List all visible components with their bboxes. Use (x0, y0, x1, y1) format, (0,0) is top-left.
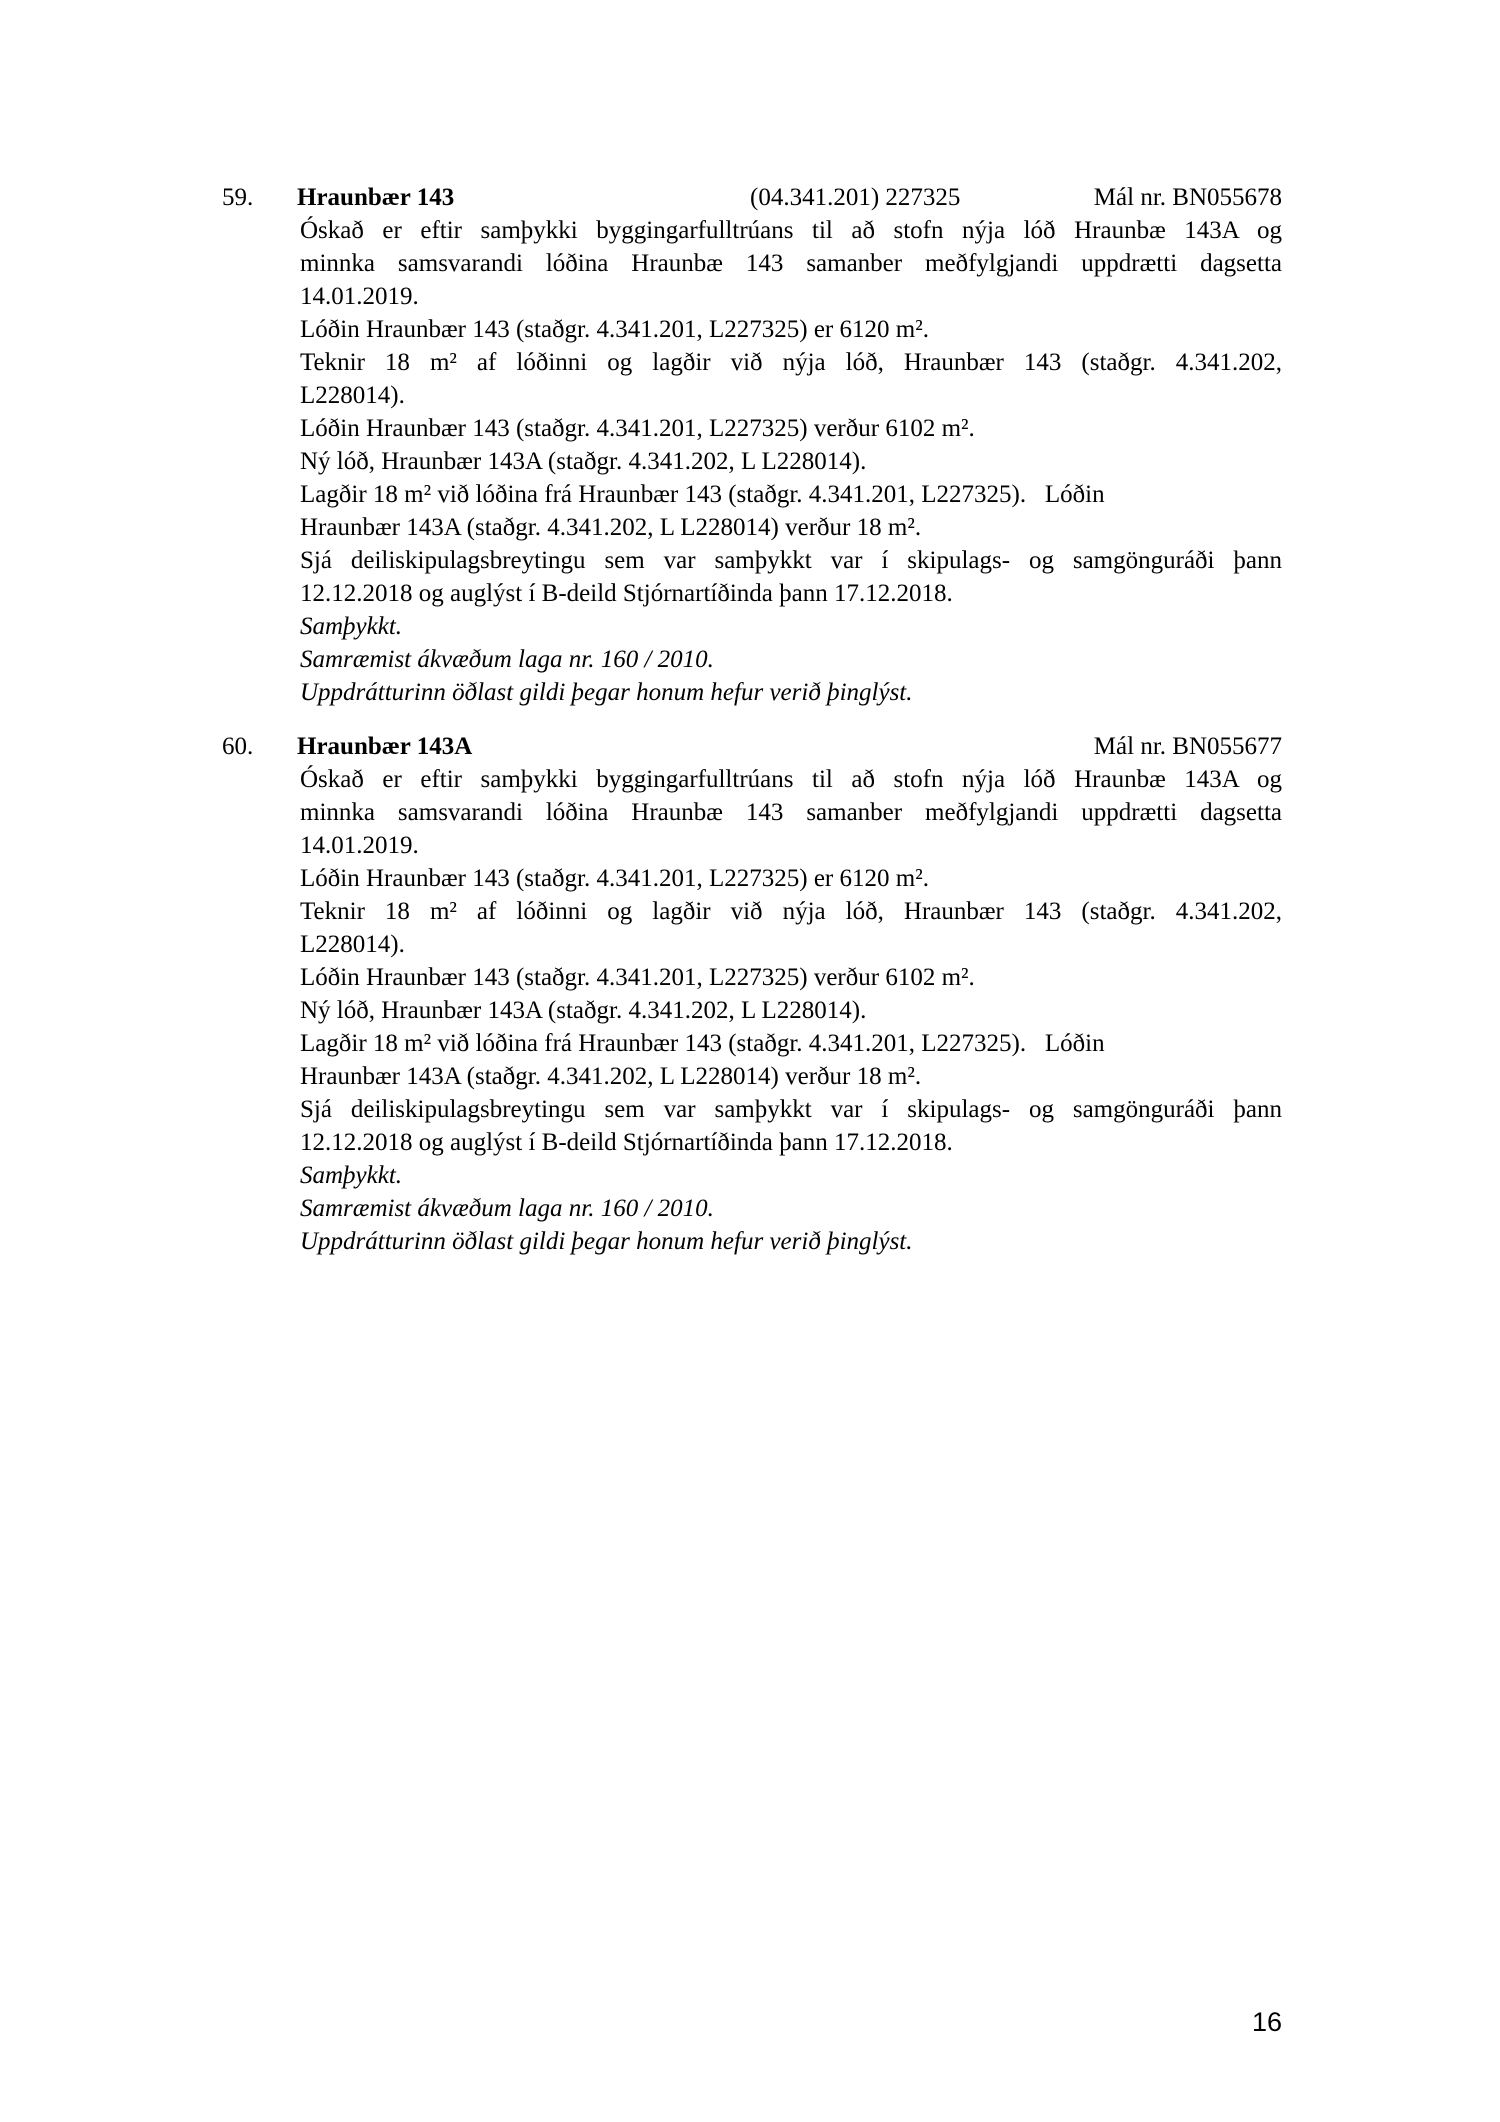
case-header (0, 730, 1500, 763)
body-line: Ný lóð, Hraunbær 143A (staðgr. 4.341.202, L L228014). (300, 997, 867, 1024)
body-line: minnka samsvarandi lóðina Hraunbæ 143 samanber meðfylgjandi uppdrætti dagsetta (300, 799, 1282, 826)
case-title: Hraunbær 143 (297, 184, 455, 211)
case-item-59 (0, 181, 1500, 706)
body-line: Hraunbær 143A (staðgr. 4.341.202, L L228014) verður 18 m². (300, 514, 922, 541)
body-line: Ný lóð, Hraunbær 143A (staðgr. 4.341.202, L L228014). (300, 448, 867, 475)
body-line: Lóðin Hraunbær 143 (staðgr. 4.341.201, L227325) er 6120 m². (300, 865, 929, 892)
body-line: 12.12.2018 og auglýst í B-deild Stjórnartíðinda þann 17.12.2018. (300, 580, 953, 607)
case-header (0, 181, 1500, 214)
case-id: Mál nr. BN055677 (1093, 733, 1282, 760)
case-id: Mál nr. BN055678 (1093, 184, 1282, 211)
body-line: Óskað er eftir samþykki byggingarfulltrúans til að stofn nýja lóð Hraunbæ 143A og (300, 217, 1282, 244)
body-line: Lagðir 18 m² við lóðina frá Hraunbær 143 (staðgr. 4.341.201, L227325). Lóðin (300, 1030, 1105, 1057)
case-number: 59. (222, 184, 254, 211)
body-line: Lagðir 18 m² við lóðina frá Hraunbær 143 (staðgr. 4.341.201, L227325). Lóðin (300, 481, 1105, 508)
body-line: Lóðin Hraunbær 143 (staðgr. 4.341.201, L227325) er 6120 m². (300, 316, 929, 343)
case-item-60 (0, 730, 1500, 1255)
decision-line: Uppdrátturinn öðlast gildi þegar honum hefur verið þinglýst. (300, 1228, 913, 1255)
case-body (300, 763, 1282, 1258)
body-line: L228014). (300, 931, 405, 958)
case-number: 60. (222, 733, 254, 760)
body-line: 12.12.2018 og auglýst í B-deild Stjórnartíðinda þann 17.12.2018. (300, 1129, 953, 1156)
decision-line: Uppdrátturinn öðlast gildi þegar honum hefur verið þinglýst. (300, 679, 913, 706)
decision-line: Samræmist ákvæðum laga nr. 160 / 2010. (300, 646, 714, 673)
page-number: 16 (1251, 2007, 1282, 2037)
body-line: 14.01.2019. (300, 832, 419, 859)
body-line: minnka samsvarandi lóðina Hraunbæ 143 samanber meðfylgjandi uppdrætti dagsetta (300, 250, 1282, 277)
body-line: Lóðin Hraunbær 143 (staðgr. 4.341.201, L227325) verður 6102 m². (300, 415, 975, 442)
decision-line: Samþykkt. (300, 613, 403, 640)
body-line: Lóðin Hraunbær 143 (staðgr. 4.341.201, L227325) verður 6102 m². (300, 964, 975, 991)
decision-line: Samþykkt. (300, 1162, 403, 1189)
body-line: Hraunbær 143A (staðgr. 4.341.202, L L228014) verður 18 m². (300, 1063, 922, 1090)
body-line: Óskað er eftir samþykki byggingarfulltrúans til að stofn nýja lóð Hraunbæ 143A og (300, 766, 1282, 793)
decision-line: Samræmist ákvæðum laga nr. 160 / 2010. (300, 1195, 714, 1222)
body-line: 14.01.2019. (300, 283, 419, 310)
body-line: Sjá deiliskipulagsbreytingu sem var samþykkt var í skipulags- og samgönguráði þann (300, 547, 1282, 574)
body-line: Teknir 18 m² af lóðinni og lagðir við nýja lóð, Hraunbær 143 (staðgr. 4.341.202, (300, 898, 1282, 925)
case-title: Hraunbær 143A (297, 733, 473, 760)
body-line: L228014). (300, 382, 405, 409)
body-line: Sjá deiliskipulagsbreytingu sem var samþykkt var í skipulags- og samgönguráði þann (300, 1096, 1282, 1123)
body-line: Teknir 18 m² af lóðinni og lagðir við nýja lóð, Hraunbær 143 (staðgr. 4.341.202, (300, 349, 1282, 376)
case-body (300, 214, 1282, 709)
case-land-reference: (04.341.201) 227325 (750, 184, 961, 211)
